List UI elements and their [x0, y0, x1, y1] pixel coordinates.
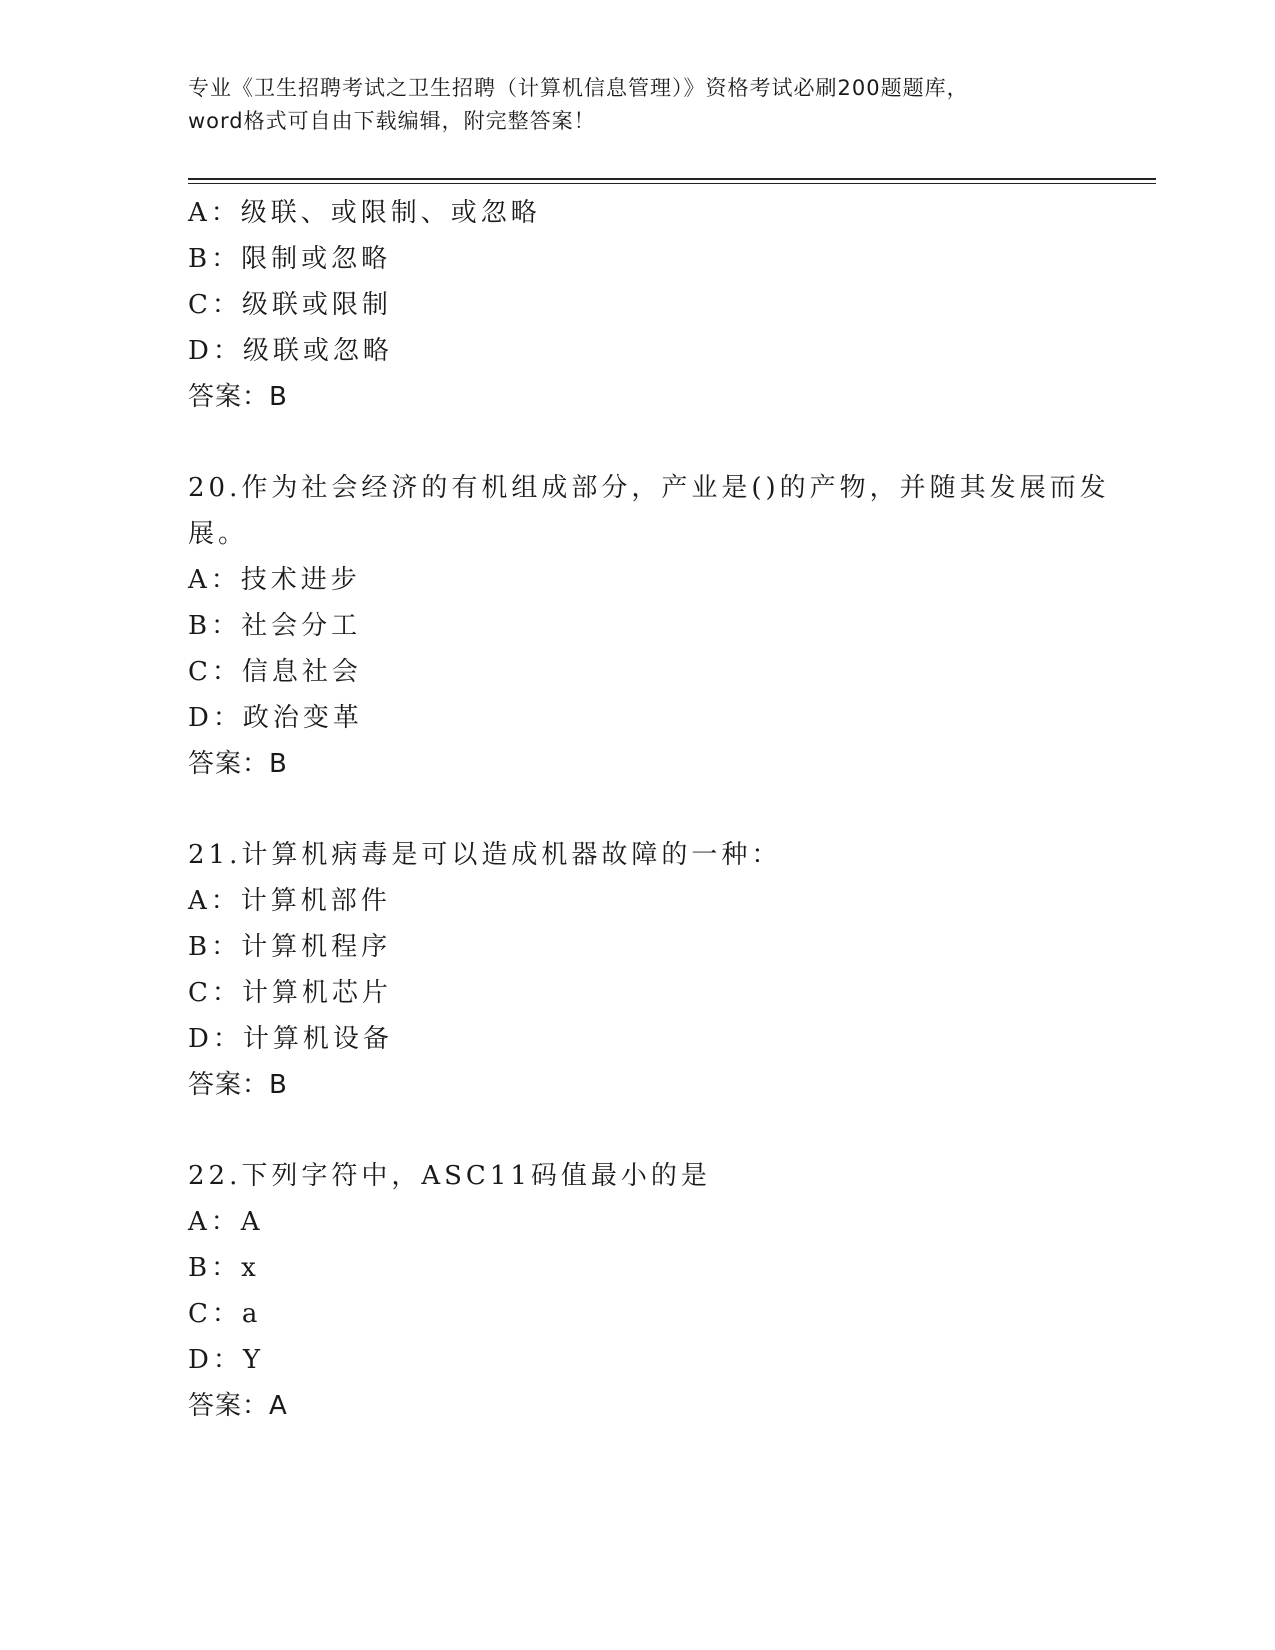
question-gap — [188, 420, 1088, 465]
option-d: D：级联或忽略 — [188, 336, 393, 366]
question-21-block — [188, 832, 1088, 1108]
question-gap — [188, 1108, 1088, 1153]
question-20-block — [188, 465, 1110, 787]
option-b: B：计算机程序 — [188, 932, 392, 962]
option-a: A：计算机部件 — [188, 886, 391, 916]
option-c: C：信息社会 — [188, 657, 362, 687]
question-text: 21.计算机病毒是可以造成机器故障的一种： — [188, 840, 782, 870]
question-list — [188, 190, 1110, 1429]
option-d: D：Y — [188, 1345, 265, 1375]
question-text: 20.作为社会经济的有机组成部分，产业是()的产物，并随其发展而发 — [188, 473, 1110, 503]
question-gap — [188, 787, 1088, 832]
option-b: B：社会分工 — [188, 611, 362, 641]
option-c: C：a — [188, 1299, 262, 1329]
option-c: C：级联或限制 — [188, 290, 392, 320]
header-title-line-2: word格式可自由下载编辑，附完整答案！ — [188, 109, 596, 133]
option-b: B：x — [188, 1253, 260, 1283]
option-a: A：A — [188, 1207, 264, 1237]
document-header — [188, 72, 1088, 138]
header-title-line-1: 专业《卫生招聘考试之卫生招聘（计算机信息管理）》资格考试必刷200题题库， — [188, 76, 969, 100]
answer-line: 答案：B — [188, 1070, 288, 1100]
option-d: D：政治变革 — [188, 703, 363, 733]
option-d: D：计算机设备 — [188, 1024, 393, 1054]
option-a: A：级联、或限制、或忽略 — [188, 198, 541, 228]
header-divider-thin — [188, 183, 1156, 184]
option-c: C：计算机芯片 — [188, 978, 392, 1008]
question-22-block — [188, 1153, 1088, 1429]
question-text-continued: 展。 — [188, 519, 249, 549]
question-text: 22.下列字符中，ASC11码值最小的是 — [188, 1161, 711, 1191]
answer-line: 答案：B — [188, 749, 288, 779]
option-a: A：技术进步 — [188, 565, 361, 595]
question-19-block — [188, 190, 1088, 420]
answer-line: 答案：B — [188, 382, 288, 412]
header-divider-thick — [188, 178, 1156, 180]
option-b: B：限制或忽略 — [188, 244, 392, 274]
answer-line: 答案：A — [188, 1391, 288, 1421]
